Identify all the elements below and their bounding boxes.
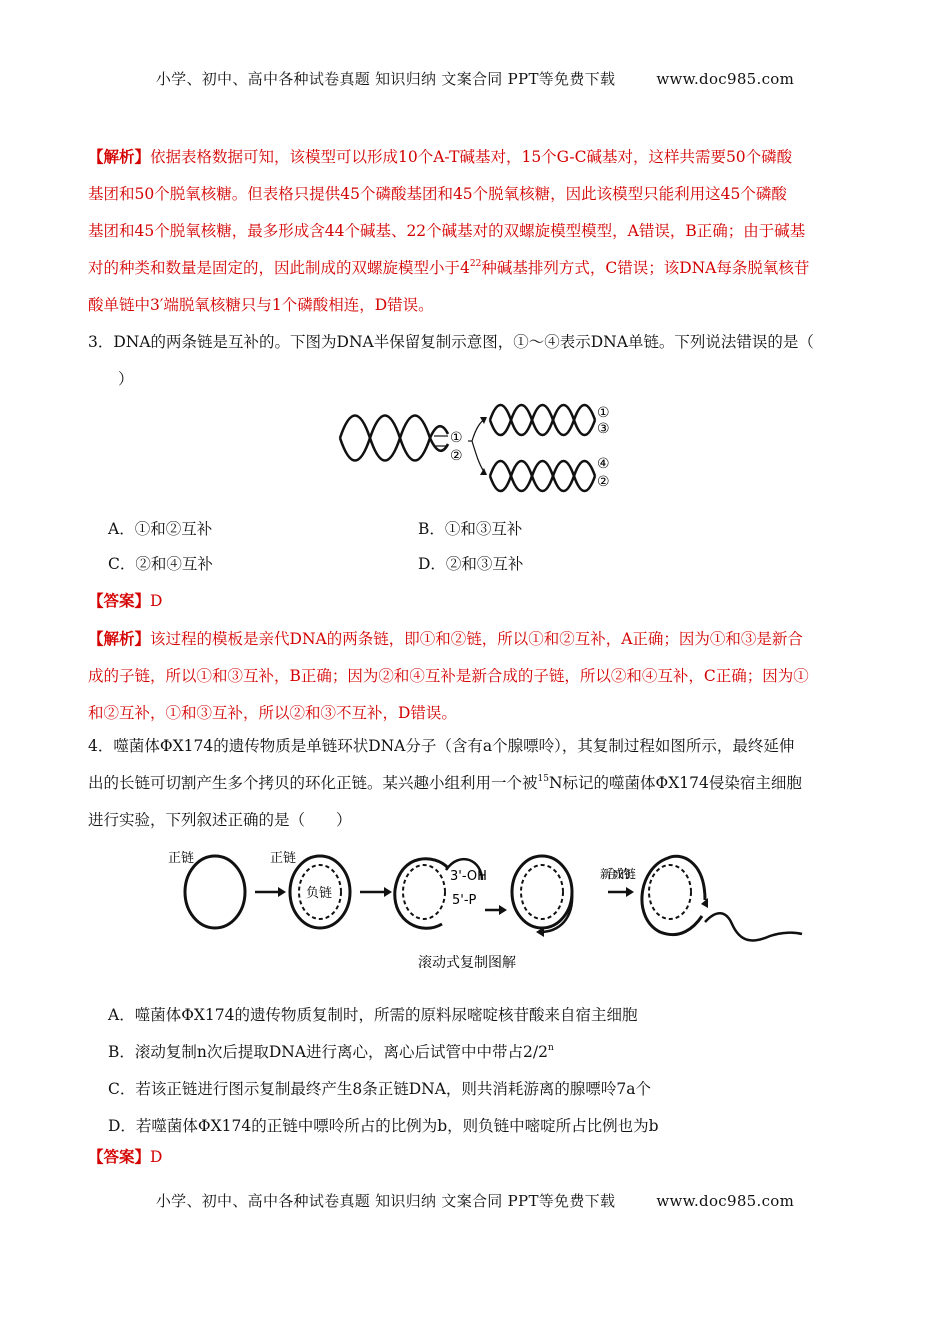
analysis-line: 对的种类和数量是固定的，因此制成的双螺旋模型小于4 — [88, 259, 470, 277]
q4-stem-line: 出的长链可切割产生多个拷贝的环化正链。某兴趣小组利用一个被 — [88, 774, 538, 792]
isotope-superscript: 15 — [537, 774, 549, 784]
q4-answer — [88, 1138, 868, 1176]
q4-stem-line: N标记的噬菌体ΦX174侵染宿主细胞 — [548, 774, 802, 792]
label-negative-strand: 负链 — [306, 886, 333, 901]
analysis-prev — [88, 138, 868, 324]
page-header — [0, 68, 950, 89]
q3-option-b[interactable]: B．①和③互补 — [418, 520, 523, 538]
label-new-strand: 新合成的链 — [600, 867, 636, 881]
figure-caption: 滚动式复制图解 — [418, 955, 516, 971]
q3-stem-line: 3．DNA的两条链是互补的。下图为DNA半保留复制示意图，①～④表示DNA单链。下列说法错误的是（ — [88, 333, 814, 351]
q4-stem — [88, 728, 868, 839]
q4-option-a[interactable]: A．噬菌体ΦX174的遗传物质复制时，所需的原料尿嘧啶核苷酸来自宿主细胞 — [108, 1006, 638, 1024]
q4-options — [108, 997, 868, 1145]
header-text: 小学、初中、高中各种试卷真题 知识归纳 文案合同 PPT等免费下载 — [155, 70, 616, 88]
analysis-line: 该过程的模板是亲代DNA的两条链，即①和②链，所以①和②互补，A正确；因为①和③是新合 — [150, 630, 803, 648]
analysis-line: 依据表格数据可知，该模型可以形成10个A-T碱基对，15个G-C碱基对，这样共需要50个磷酸 — [150, 148, 793, 166]
answer-tag: 【答案】 — [88, 591, 151, 610]
label-3-oh: 3'-OH — [450, 869, 487, 884]
q3-answer-analysis — [88, 582, 868, 732]
analysis-tag: 【解析】 — [88, 629, 151, 648]
q4-option-c[interactable]: C．若该正链进行图示复制最终产生8条正链DNA，则共消耗游离的腺嘌呤7a个 — [108, 1080, 652, 1098]
label-strand-3: ③ — [597, 421, 610, 437]
label-positive-strand: 正链 — [168, 851, 195, 866]
analysis-line: 和②互补，①和③互补，所以②和③不互补，D错误。 — [88, 704, 457, 722]
rolling-circle-diagram — [160, 840, 810, 980]
q3-option-c[interactable]: C．②和④互补 — [108, 555, 213, 573]
exponent: 22 — [469, 259, 482, 269]
analysis-tag: 【解析】 — [88, 147, 151, 166]
label-strand-2: ② — [450, 448, 463, 464]
q4-stem-line: 4．噬菌体ΦX174的遗传物质是单链环状DNA分子（含有a个腺嘌呤），其复制过程如图所示，最终延伸 — [88, 737, 795, 755]
q3-stem-line: ） — [118, 370, 134, 388]
label-5-p: 5'-P — [452, 893, 477, 908]
footer-url[interactable]: www.doc985.com — [656, 1192, 795, 1210]
answer-value: D — [150, 1148, 163, 1166]
page-footer — [0, 1190, 950, 1211]
dna-replication-diagram — [330, 398, 630, 498]
label-strand-2: ② — [597, 474, 610, 490]
q3-option-d[interactable]: D．②和③互补 — [418, 555, 524, 573]
label-positive-strand: 正链 — [270, 851, 297, 866]
label-strand-4: ④ — [597, 456, 610, 472]
analysis-line: 种碱基排列方式，C错误；该DNA每条脱氧核苷 — [481, 259, 810, 277]
q4-stem-line: 进行实验，下列叙述正确的是（ ） — [88, 811, 352, 829]
exponent: n — [548, 1043, 554, 1053]
answer-tag: 【答案】 — [88, 1147, 151, 1166]
analysis-line: 酸单链中3′端脱氧核糖只与1个磷酸相连，D错误。 — [88, 296, 434, 314]
q4-option-b[interactable] — [108, 1034, 868, 1071]
footer-text: 小学、初中、高中各种试卷真题 知识归纳 文案合同 PPT等免费下载 — [155, 1192, 616, 1210]
positive-strand-circle — [185, 856, 245, 928]
q3-stem — [88, 324, 868, 398]
q3-option-a[interactable]: A．①和②互补 — [108, 520, 213, 538]
label-strand-1: ① — [450, 430, 463, 446]
answer-value: D — [150, 592, 163, 610]
label-strand-1: ① — [597, 405, 610, 421]
q4-option-d[interactable]: D．若噬菌体ΦX174的正链中嘌呤所占的比例为b，则负链中嘧啶所占比例也为b — [108, 1117, 659, 1135]
analysis-line: 基团和45个脱氧核糖，最多形成含44个碱基、22个碱基对的双螺旋模型模型，A错误，B正确；由于碱基 — [88, 222, 806, 240]
header-url[interactable]: www.doc985.com — [656, 70, 795, 88]
option-text: B．滚动复制n次后提取DNA进行离心，离心后试管中中带占2/2 — [108, 1043, 549, 1061]
negative-strand-circle — [403, 865, 445, 919]
analysis-line: 成的子链，所以①和③互补，B正确；因为②和④互补是新合成的子链，所以②和④互补，C正确；因为① — [88, 667, 809, 685]
analysis-line: 基团和50个脱氧核糖。但表格只提供45个磷酸基团和45个脱氧核糖，因此该模型只能利用这45个磷酸 — [88, 185, 787, 203]
